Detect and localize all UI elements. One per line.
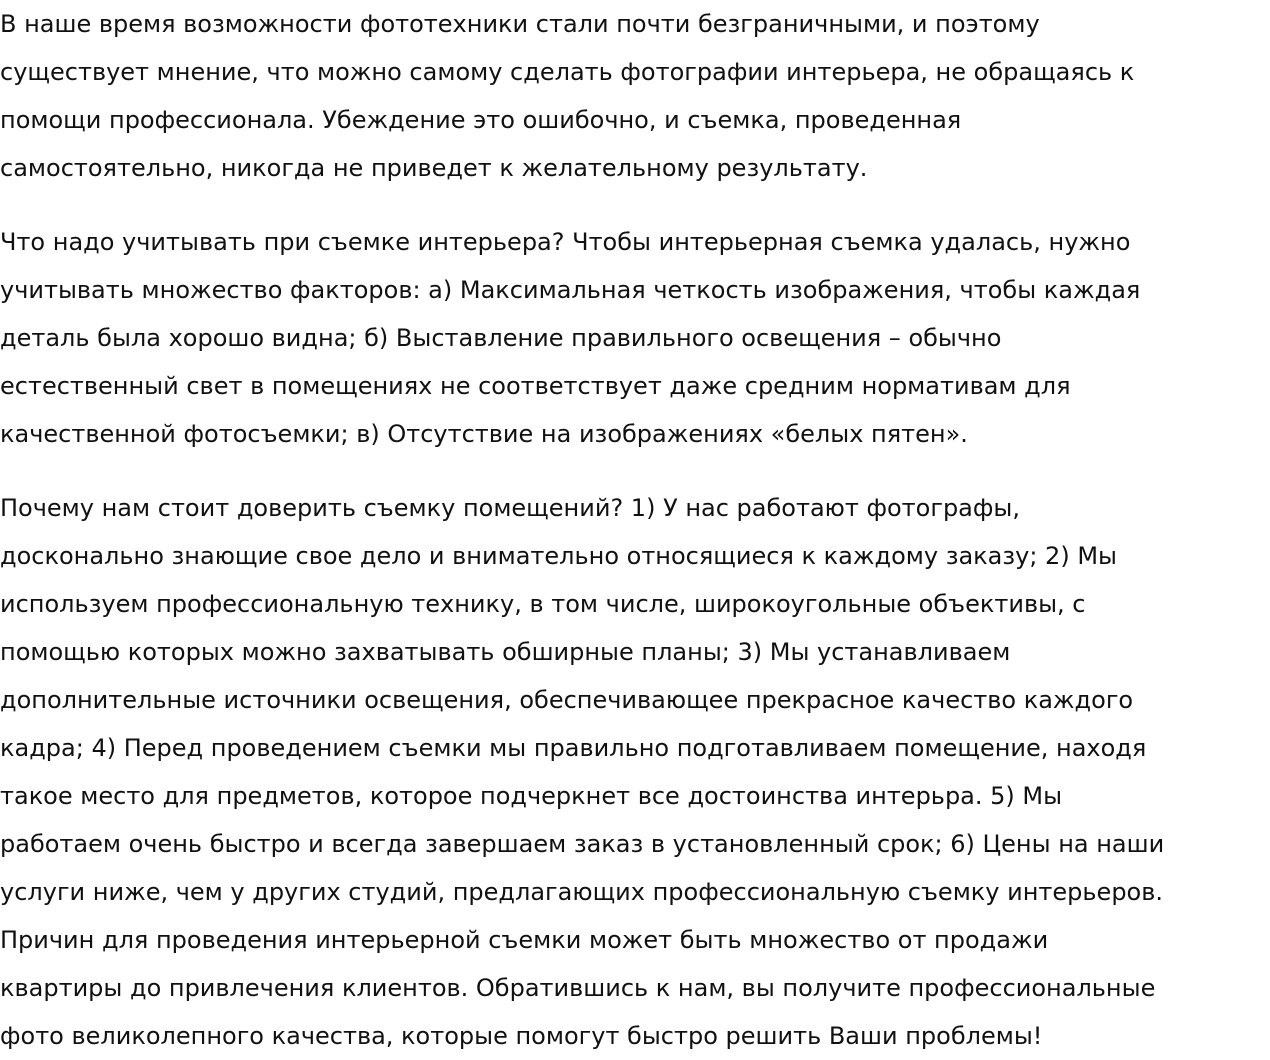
text-line: помощи профессионала. Убеждение это ошибочно, и съемка, проведенная — [0, 106, 962, 134]
text-line: учитывать множество факторов: а) Максимальная четкость изображения, чтобы каждая — [0, 276, 1141, 304]
text-line: используем профессиональную технику, в том числе, широкоугольные объективы, с — [0, 590, 1086, 618]
text-line: существует мнение, что можно самому сделать фотографии интерьера, не обращаясь к — [0, 58, 1135, 86]
text-line: В наше время возможности фототехники стали почти безграничными, и поэтому — [0, 10, 1040, 38]
text-line: фото великолепного качества, которые помогут быстро решить Ваши проблемы! — [0, 1022, 1043, 1050]
text-line: самостоятельно, никогда не приведет к желательному результату. — [0, 154, 868, 182]
text-line: квартиры до привлечения клиентов. Обратившись к нам, вы получите профессиональные — [0, 974, 1156, 1002]
text-line: услуги ниже, чем у других студий, предлагающих профессиональную съемку интерьеров. — [0, 878, 1164, 906]
text-line: естественный свет в помещениях не соответствует даже средним нормативам для — [0, 372, 1071, 400]
paragraph-factors — [0, 218, 1270, 458]
text-line: дополнительные источники освещения, обеспечивающее прекрасное качество каждого — [0, 686, 1134, 714]
text-line: такое место для предметов, которое подчеркнет все достоинства интерьра. 5) Мы — [0, 782, 1063, 810]
text-line: помощью которых можно захватывать обширные планы; 3) Мы устанавливаем — [0, 638, 1011, 666]
paragraph-reasons — [0, 484, 1270, 1060]
paragraph-intro — [0, 0, 1270, 192]
text-line: качественной фотосъемки; в) Отсутствие на изображениях «белых пятен». — [0, 420, 968, 448]
text-line: кадра; 4) Перед проведением съемки мы правильно подготавливаем помещение, находя — [0, 734, 1147, 762]
text-line: деталь была хорошо видна; б) Выставление правильного освещения – обычно — [0, 324, 1002, 352]
text-line: Причин для проведения интерьерной съемки может быть множество от продажи — [0, 926, 1049, 954]
text-line: работаем очень быстро и всегда завершаем заказ в установленный срок; 6) Цены на наши — [0, 830, 1165, 858]
text-line: досконально знающие свое дело и внимательно относящиеся к каждому заказу; 2) Мы — [0, 542, 1117, 570]
text-line: Почему нам стоит доверить съемку помещений? 1) У нас работают фотографы, — [0, 494, 1020, 522]
text-line: Что надо учитывать при съемке интерьера? Чтобы интерьерная съемка удалась, нужно — [0, 228, 1131, 256]
